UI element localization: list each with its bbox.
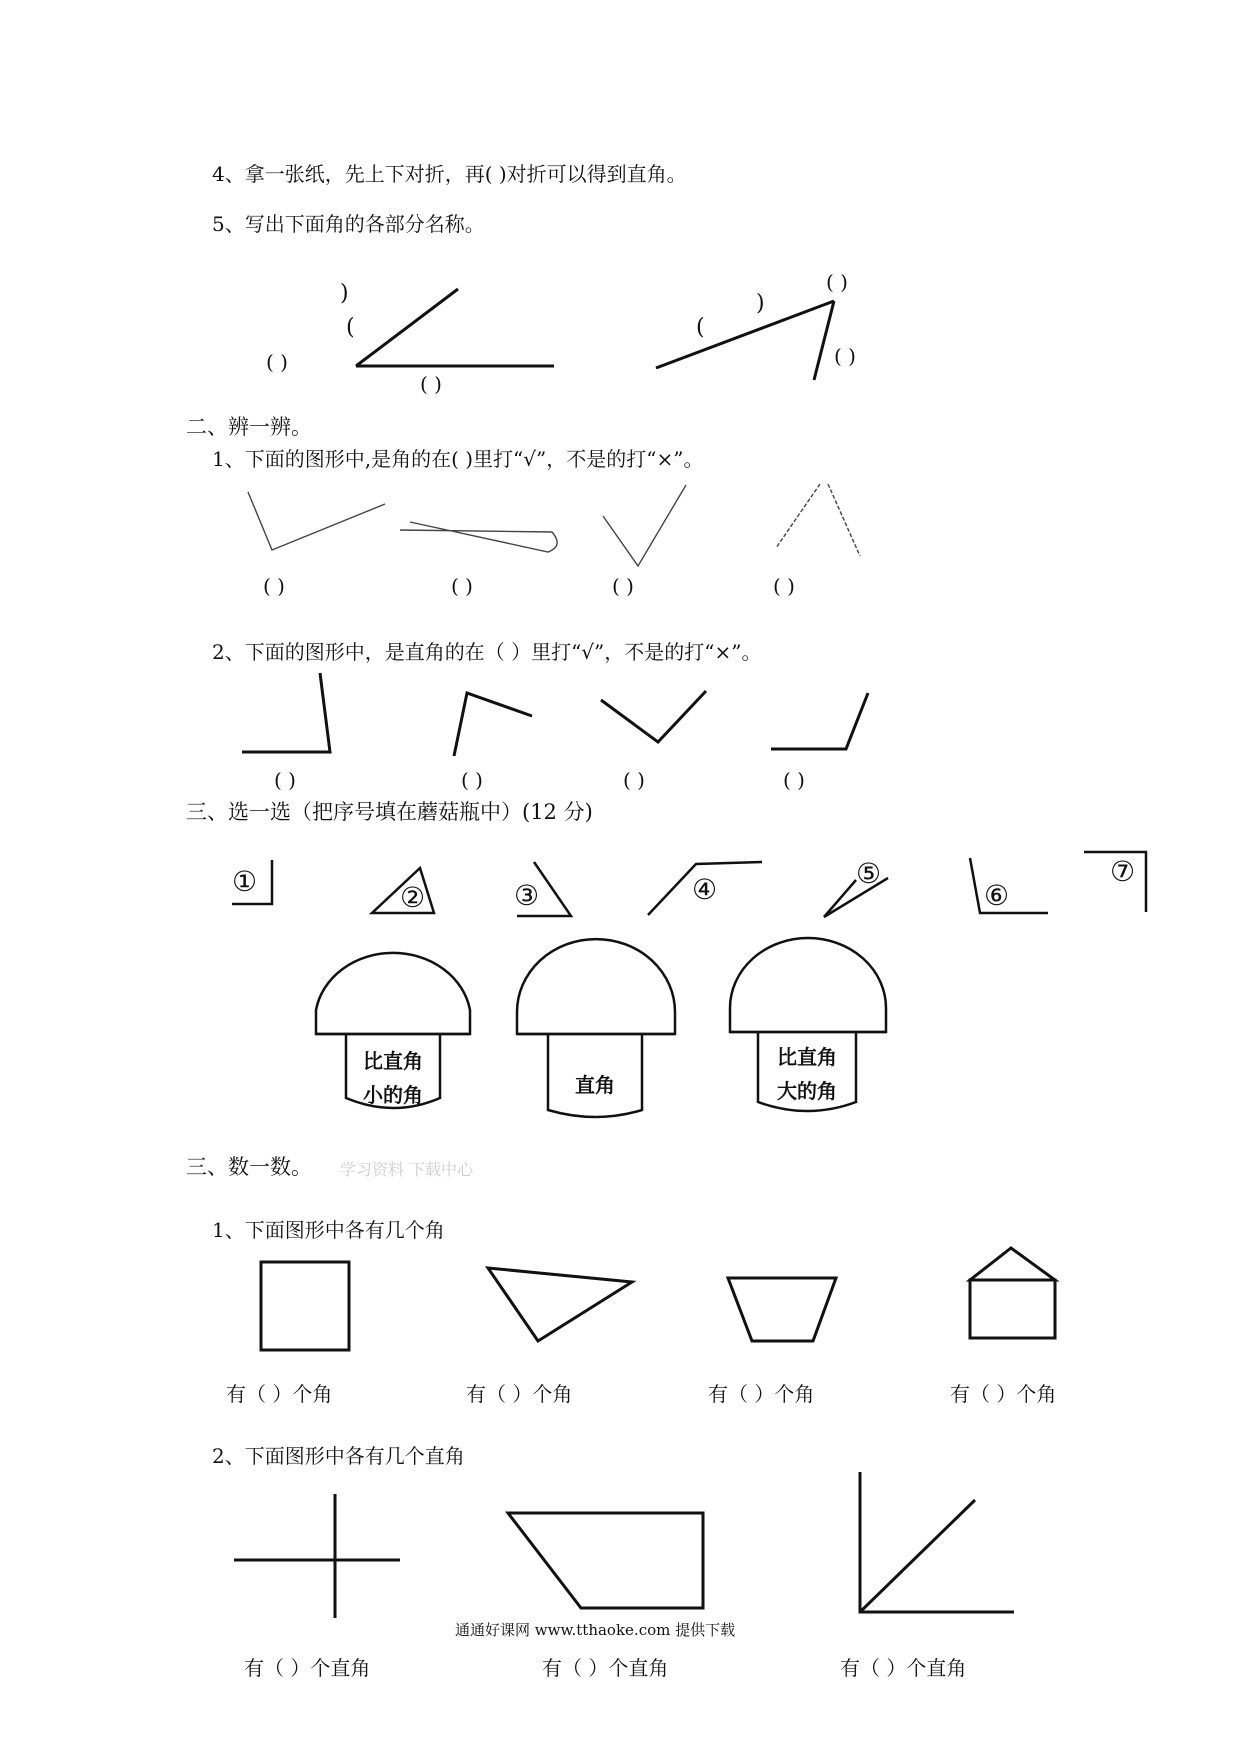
angle2-mark: ) bbox=[756, 291, 765, 316]
answer-paren-2-1d[interactable]: ( ) bbox=[773, 574, 795, 598]
fig2-2a bbox=[242, 673, 330, 752]
angle1-blank-side: ( ) bbox=[420, 372, 442, 396]
angle2-blank-side: ( ) bbox=[834, 344, 856, 368]
answer-paren-2-2a[interactable]: ( ) bbox=[274, 768, 296, 792]
footer-credit: 通通好课网 www.tthaoke.com 提供下载 bbox=[455, 1621, 736, 1639]
choice-num-1: ① bbox=[232, 865, 258, 898]
mushroom-1-label bbox=[346, 1044, 440, 1112]
choice-num-3: ③ bbox=[514, 879, 540, 912]
fig2-2b bbox=[454, 693, 532, 756]
question-4: 4、拿一张纸，先上下对折，再( )对折可以得到直角。 bbox=[212, 162, 687, 186]
answer-paren-2-1c[interactable]: ( ) bbox=[612, 574, 634, 598]
answer-angle-trapezoid[interactable]: 有（ ）个角 bbox=[708, 1382, 815, 1406]
angle1-vertex-mark: ) bbox=[340, 281, 349, 306]
shape-square bbox=[261, 1262, 349, 1350]
choice-num-6: ⑥ bbox=[984, 879, 1010, 912]
fig2-1d-left bbox=[776, 484, 820, 548]
fig2-1b bbox=[400, 522, 557, 552]
angle1-mark-b: ( bbox=[346, 315, 355, 340]
shape-right-trapezoid bbox=[508, 1513, 703, 1608]
mushroom-3-label bbox=[758, 1040, 856, 1108]
shape-triangle bbox=[488, 1268, 632, 1341]
fig2-1a bbox=[248, 492, 385, 550]
choice-num-2: ② bbox=[400, 881, 426, 914]
section2-q2: 2、下面的图形中，是直角的在（ ）里打“√”，不是的打“×”。 bbox=[212, 640, 762, 664]
angle1-blank-vertex: ( ) bbox=[266, 350, 288, 374]
answer-paren-2-1b[interactable]: ( ) bbox=[451, 574, 473, 598]
section4-q1: 1、下面图形中各有几个角 bbox=[212, 1218, 445, 1242]
shape-trapezoid bbox=[728, 1278, 836, 1341]
fig2-2d bbox=[771, 693, 868, 749]
watermark-text: 学习资料 下载中心 bbox=[340, 1160, 474, 1179]
section3-title: 三、选一选（把序号填在蘑菇瓶中）(12 分) bbox=[186, 800, 593, 824]
shape-diagonal bbox=[860, 1500, 975, 1612]
answer-right-trapezoid[interactable]: 有（ ）个直角 bbox=[542, 1656, 669, 1680]
question-5: 5、写出下面角的各部分名称。 bbox=[212, 212, 485, 236]
answer-paren-2-2d[interactable]: ( ) bbox=[783, 768, 805, 792]
angle2-mark-b: ( bbox=[696, 315, 705, 340]
answer-angle-triangle[interactable]: 有（ ）个角 bbox=[466, 1382, 573, 1406]
answer-angle-house[interactable]: 有（ ）个角 bbox=[950, 1382, 1057, 1406]
answer-right-cross[interactable]: 有（ ）个直角 bbox=[244, 1656, 371, 1680]
mushroom-1-line1: 比直角 bbox=[363, 1049, 423, 1073]
answer-angle-square[interactable]: 有（ ）个角 bbox=[226, 1382, 333, 1406]
angle2-ray-left bbox=[656, 301, 834, 368]
fig2-1d-right bbox=[828, 484, 860, 556]
choice-num-5: ⑤ bbox=[856, 857, 882, 890]
choice-num-7: ⑦ bbox=[1110, 855, 1136, 888]
fig2-2c bbox=[601, 691, 706, 742]
mushroom-3-line2: 大的角 bbox=[777, 1079, 837, 1103]
mushroom-2-label bbox=[548, 1068, 642, 1102]
mushroom-3-line1: 比直角 bbox=[777, 1045, 837, 1069]
angle1-ray-upper bbox=[356, 289, 458, 366]
angle2-blank-vertex: ( ) bbox=[826, 270, 848, 294]
mushroom-2-line1: 直角 bbox=[575, 1073, 615, 1097]
section2-q1: 1、下面的图形中,是角的在( )里打“√”，不是的打“×”。 bbox=[212, 447, 704, 471]
section2-title: 二、辨一辨。 bbox=[186, 415, 312, 439]
answer-paren-2-2c[interactable]: ( ) bbox=[623, 768, 645, 792]
choice-angle-5 bbox=[824, 880, 856, 917]
section4-title: 三、数一数。 bbox=[186, 1155, 312, 1179]
answer-paren-2-1a[interactable]: ( ) bbox=[263, 574, 285, 598]
section4-q2: 2、下面图形中各有几个直角 bbox=[212, 1444, 465, 1468]
choice-num-4: ④ bbox=[692, 873, 718, 906]
answer-paren-2-2b[interactable]: ( ) bbox=[461, 768, 483, 792]
mushroom-1-line2: 小的角 bbox=[363, 1083, 423, 1107]
angle2-ray-right bbox=[814, 301, 834, 380]
shape-house bbox=[970, 1248, 1055, 1338]
answer-right-axis[interactable]: 有（ ）个直角 bbox=[840, 1656, 967, 1680]
fig2-1c bbox=[603, 485, 686, 566]
